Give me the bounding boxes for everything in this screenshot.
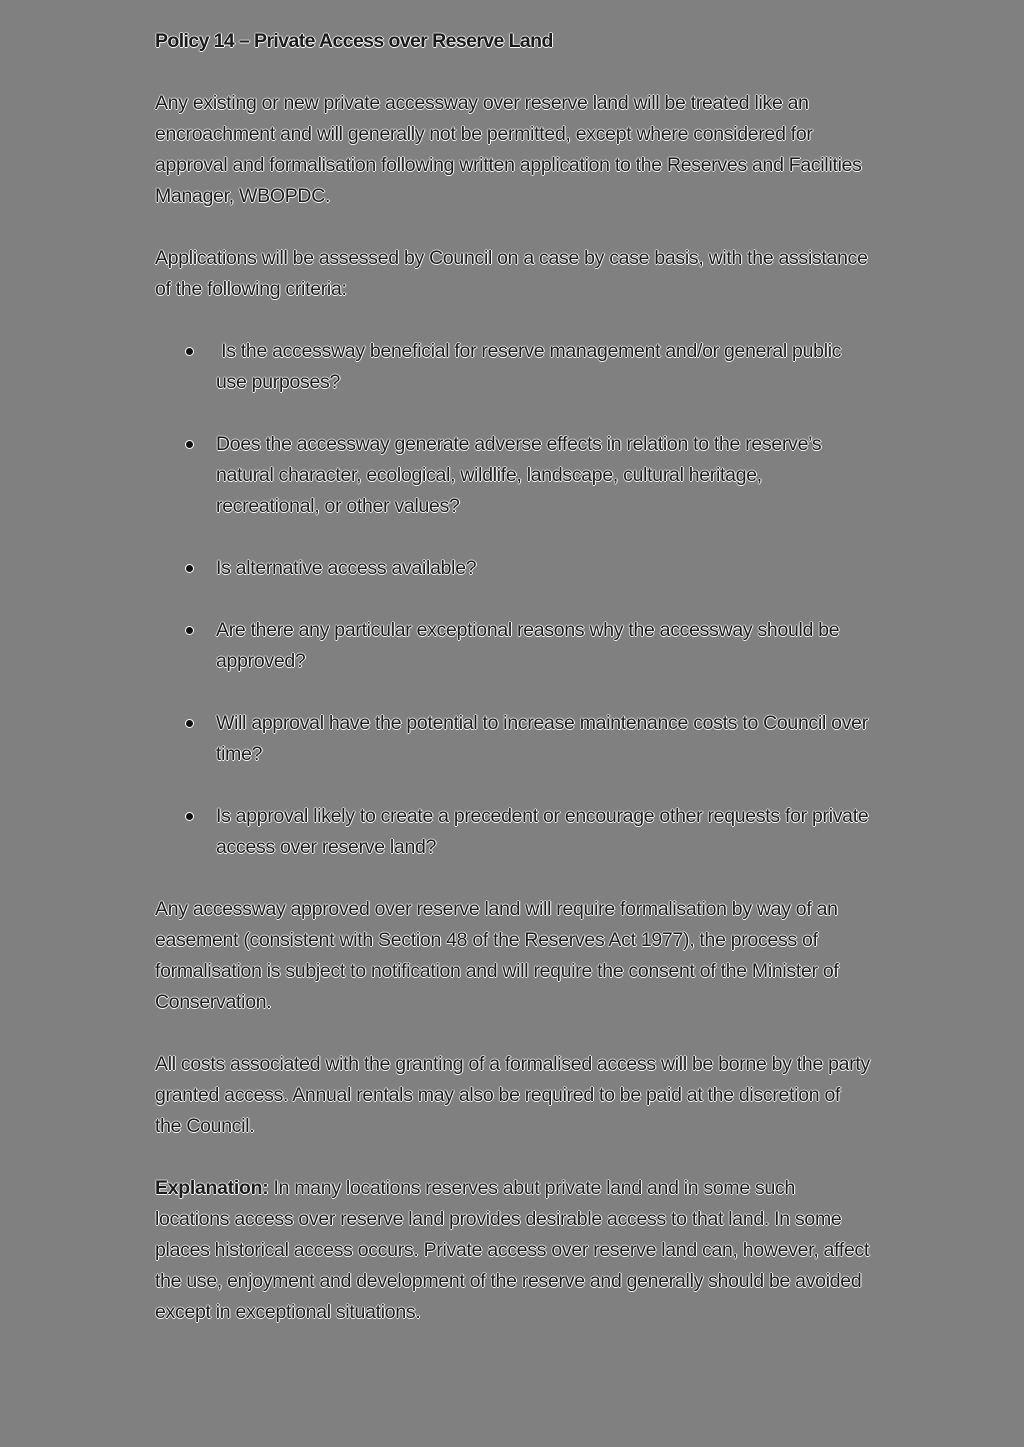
criteria-item bbox=[155, 553, 870, 584]
bullet-icon bbox=[186, 813, 193, 820]
formalisation-paragraph bbox=[155, 894, 870, 1018]
criteria-list bbox=[155, 336, 870, 863]
criteria-item-text: Is alternative access available? bbox=[216, 557, 477, 579]
criteria-item bbox=[155, 615, 870, 677]
intro-paragraph: Any existing or new private accessway over reserve land will be treated like an encroachment and will generally not be permitted, except where considered for approval and formalisation following written application to the Reserves and Facilities Manager, WBOPDC. bbox=[155, 92, 862, 207]
bullet-icon bbox=[186, 565, 193, 572]
bullet-icon bbox=[186, 441, 193, 448]
criteria-item bbox=[155, 429, 870, 522]
criteria-item bbox=[155, 801, 870, 863]
criteria-item-text: Will approval have the potential to increase maintenance costs to Council over time? bbox=[216, 712, 868, 765]
formalisation-text-end: Conservation. bbox=[155, 991, 272, 1013]
costs-paragraph: All costs associated with the granting of a formalised access will be borne by the party granted access. Annual rentals may also be required to be paid at the discretion of the Council. bbox=[155, 1053, 870, 1137]
criteria-item-text: Is approval likely to create a precedent or encourage other requests for private access over reserve land? bbox=[216, 805, 869, 858]
criteria-lead-paragraph: Applications will be assessed by Council on a case by case basis, with the assistance of the following criteria: bbox=[155, 247, 868, 300]
bullet-icon bbox=[186, 720, 193, 727]
policy-title: Policy 14 – Private Access over Reserve Land bbox=[155, 30, 553, 52]
bullet-icon bbox=[186, 627, 193, 634]
criteria-item-text: Is the accessway beneficial for reserve management and/or general public use purposes? bbox=[216, 340, 847, 393]
criteria-item-text: Does the accessway generate adverse effects in relation to the reserve’s natural character, ecological, wildlife, landscape, cultural heritage, recreational, or other values? bbox=[216, 433, 822, 517]
explanation-text: In many locations reserves abut private land and in some such locations access over reserve land provides desirable access to that land. In some places historical access occurs. Private access over reserve land can, however, affect the use, enjoyment and development of the reserve and generally should be avoided except in exceptional situations. bbox=[155, 1177, 870, 1323]
bullet-icon bbox=[186, 348, 193, 355]
criteria-item-text: Are there any particular exceptional reasons why the accessway should be approved? bbox=[216, 619, 840, 672]
criteria-item bbox=[155, 708, 870, 770]
criteria-item bbox=[155, 336, 870, 398]
explanation-paragraph bbox=[155, 1173, 870, 1328]
explanation-label: Explanation: bbox=[155, 1177, 269, 1199]
formalisation-text: Any accessway approved over reserve land will require formalisation by way of an easement (consistent with Section 48 of the Reserves Act 1977), the process of formalisation is subject to notification and will require the consent of the Minister of bbox=[155, 898, 839, 982]
policy-document bbox=[155, 26, 870, 1359]
